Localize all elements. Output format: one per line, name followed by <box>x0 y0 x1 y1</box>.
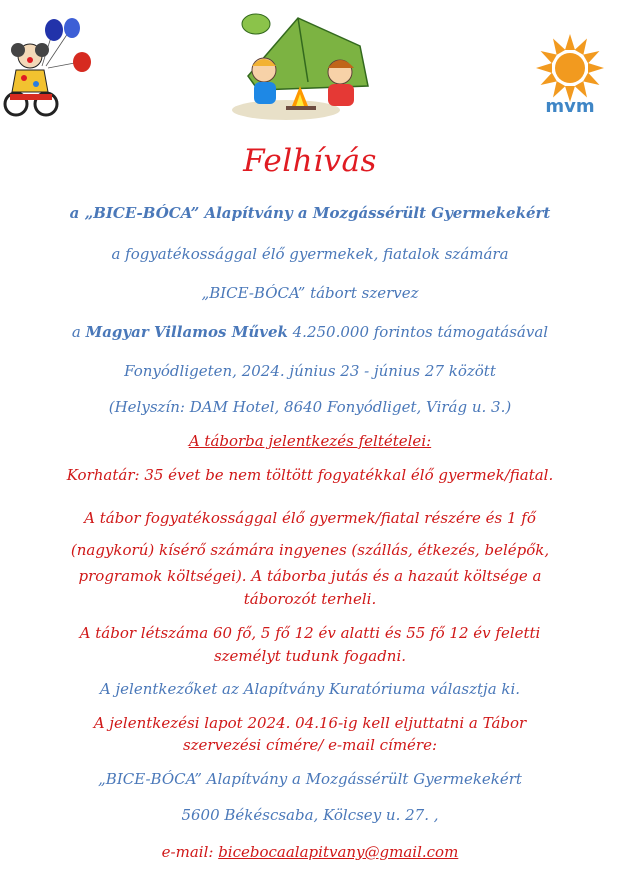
email-line <box>0 843 620 861</box>
sponsor-name: Magyar Villamos Művek <box>85 323 288 341</box>
free-line-4: táborozót terheli. <box>243 590 377 608</box>
free-line-3: programok költségei). A táborba jutás és a hazaút költsége a <box>78 567 542 585</box>
free-line-1: A tábor fogyatékossággal élő gyermek/fiatal részére és 1 fő <box>84 509 536 527</box>
mvm-logo-text: mvm <box>545 96 595 117</box>
support-prefix: a <box>71 323 86 341</box>
address-street: 5600 Békéscsaba, Kölcsey u. 27. , <box>181 806 439 824</box>
age-limit-line: Korhatár: 35 évet be nem töltött fogyatékkal élő gyermek/fiatal. <box>66 466 554 484</box>
conditions-heading: A táborba jelentkezés feltételei: <box>188 432 432 450</box>
camping-children-illustration <box>228 6 380 128</box>
free-line-2: (nagykorú) kísérő számára ingyenes (szállás, étkezés, belépők, <box>70 541 550 559</box>
target-group-line: a fogyatékossággal élő gyermekek, fiatalok számára <box>111 245 509 263</box>
capacity-line-1: A tábor létszáma 60 fő, 5 fő 12 év alatti és 55 fő 12 év feletti <box>79 624 541 642</box>
email-link[interactable]: bicebocaalapitvany@gmail.com <box>218 843 459 861</box>
camp-organizes-line: „BICE-BÓCA” tábort szervez <box>201 284 419 302</box>
organizer-line: a „BICE-BÓCA” Alapítvány a Mozgássérült Gyermekekért <box>69 204 551 222</box>
location-line: (Helyszín: DAM Hotel, 8640 Fonyódliget, Virág u. 3.) <box>108 398 512 416</box>
capacity-line-2: személyt tudunk fogadni. <box>213 647 407 665</box>
deadline-line-2: szervezési címére/ e-mail címére: <box>182 736 438 754</box>
support-suffix: 4.250.000 forintos támogatásával <box>287 323 549 341</box>
deadline-line-1: A jelentkezési lapot 2024. 04.16-ig kell eljuttatni a Tábor <box>93 714 527 732</box>
page-title: Felhívás <box>243 143 377 179</box>
date-line: Fonyódligeten, 2024. június 23 - június 27 között <box>124 362 496 380</box>
address-org: „BICE-BÓCA” Alapítvány a Mozgássérült Gyermekekért <box>98 770 522 788</box>
support-line <box>0 323 620 341</box>
email-label: e-mail: <box>161 843 219 861</box>
selection-line: A jelentkezőket az Alapítvány Kuratóriuma választja ki. <box>99 680 521 698</box>
clown-balloons-illustration <box>2 18 94 118</box>
